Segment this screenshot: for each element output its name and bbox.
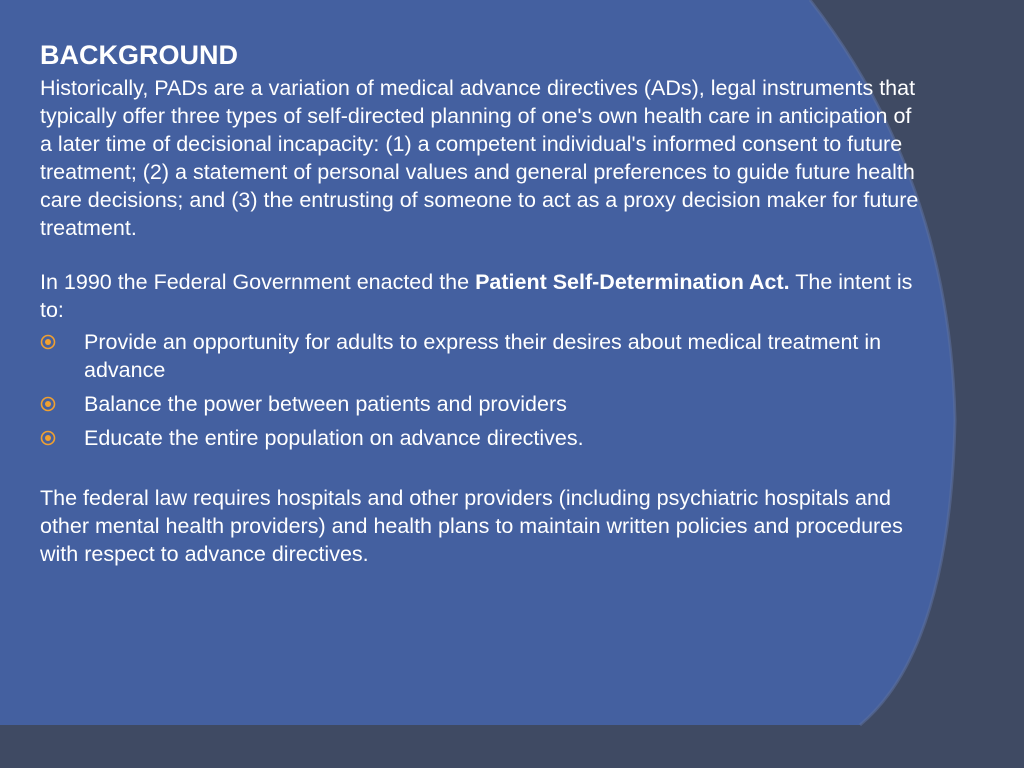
intent-list (40, 328, 920, 452)
act-paragraph (40, 268, 920, 324)
act-name: Patient Self-Determination Act. (475, 270, 790, 294)
list-item-text: Provide an opportunity for adults to express their desires about medical treatment in advance (84, 330, 882, 382)
list-item (40, 328, 920, 384)
list-item-text: Educate the entire population on advance directives. (84, 426, 584, 450)
list-item (40, 390, 920, 418)
federal-law-paragraph: The federal law requires hospitals and other providers (including psychiatric hospitals and other mental health providers) and health plans to maintain written policies and procedures with respect to advance directives. (40, 486, 903, 566)
history-paragraph: Historically, PADs are a variation of medical advance directives (ADs), legal instruments that typically offer three types of self-directed planning of one's own health care in anticipation of a later time of decisional incapacity: (1) a competent individual's informed consent to future treatment; (2) a statement of personal values and general preferences to guide future health care decisions; and (3) the entrusting of someone to act as a proxy decision maker for future treatment. (40, 76, 919, 240)
slide-content (40, 38, 920, 568)
slide-heading: BACKGROUND (40, 40, 238, 70)
target-bullet-icon (40, 334, 56, 350)
list-item-text: Balance the power between patients and providers (84, 392, 567, 416)
act-prefix: In 1990 the Federal Government enacted the (40, 270, 476, 294)
list-item (40, 424, 920, 452)
target-bullet-icon (40, 396, 56, 412)
act-suffix: The intent is to: (40, 270, 913, 322)
target-bullet-icon (40, 430, 56, 446)
